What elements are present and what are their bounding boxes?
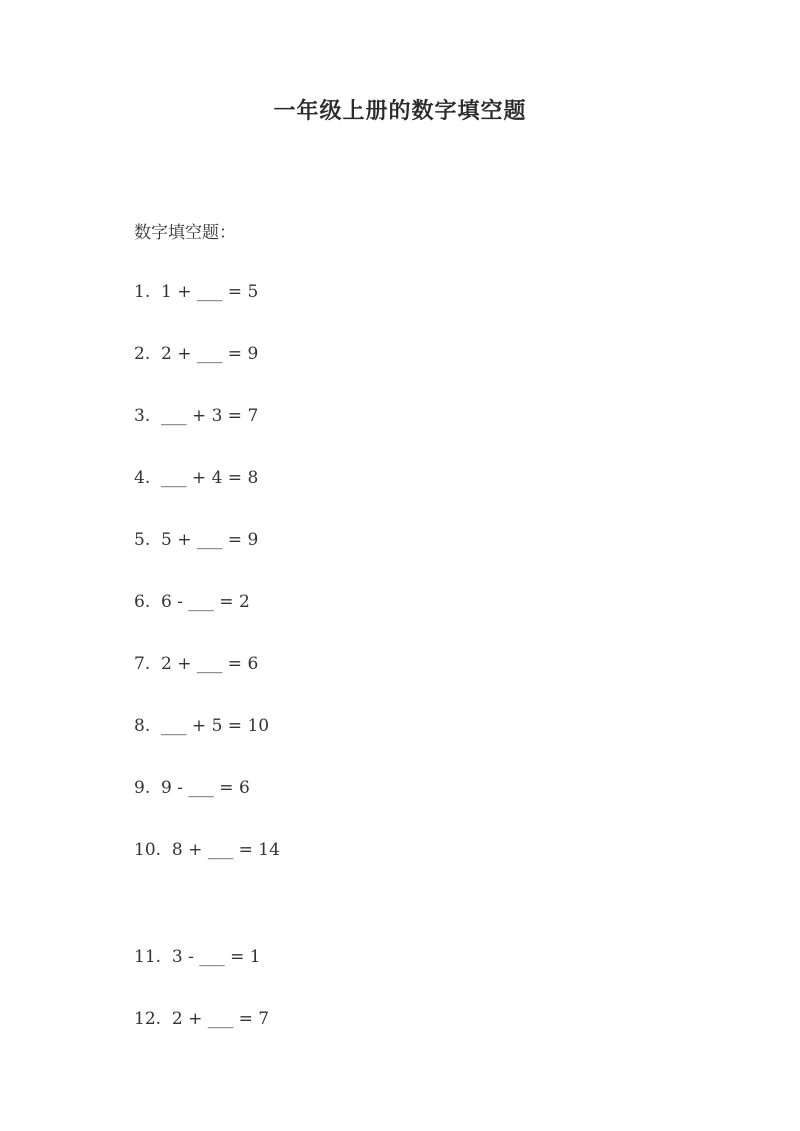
- problem-item-12: 12. 2 + ___ = 7: [134, 1009, 270, 1029]
- section-label: 数字填空题：: [134, 223, 236, 243]
- problem-item-6: 6. 6 - ___ = 2: [134, 592, 250, 612]
- problem-item-5: 5. 5 + ___ = 9: [134, 530, 259, 550]
- problem-item-7: 7. 2 + ___ = 6: [134, 654, 259, 674]
- problem-item-3: 3. ___ + 3 = 7: [134, 406, 259, 426]
- problem-item-8: 8. ___ + 5 = 10: [134, 716, 270, 736]
- problem-item-9: 9. 9 - ___ = 6: [134, 778, 250, 798]
- problem-item-11: 11. 3 - ___ = 1: [134, 947, 261, 967]
- problem-item-1: 1. 1 + ___ = 5: [134, 282, 259, 302]
- problem-item-4: 4. ___ + 4 = 8: [134, 468, 259, 488]
- problem-item-2: 2. 2 + ___ = 9: [134, 344, 259, 364]
- problem-item-10: 10. 8 + ___ = 14: [134, 840, 280, 860]
- page-title: 一年级上册的数字填空题: [273, 98, 527, 124]
